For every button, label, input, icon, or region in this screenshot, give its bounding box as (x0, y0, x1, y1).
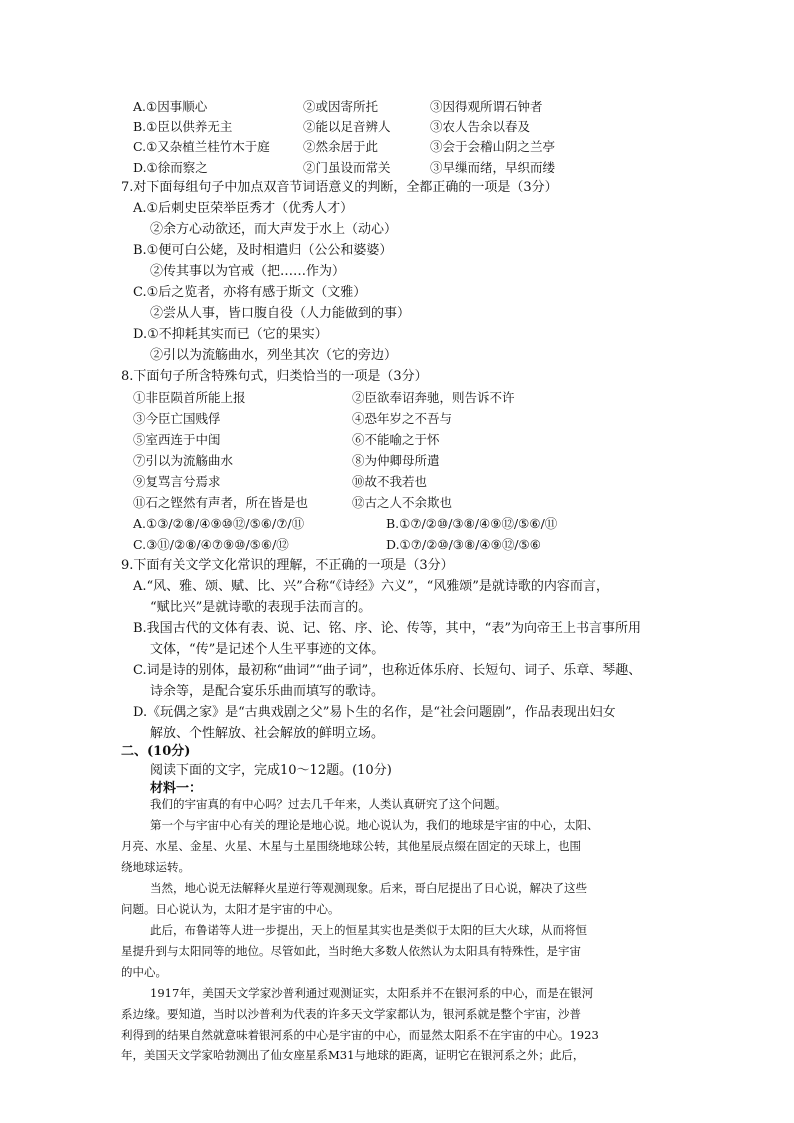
q6-option-a-2: ②或因寄所托 (303, 99, 379, 114)
q8-option-a: A.①③/②⑧/④⑨⑩⑫/⑤⑥/⑦/⑪ (133, 516, 305, 531)
q8-item: ⑤室西连于中闺 (133, 432, 221, 447)
paragraph-line: 利得到的结果自然就意味着银河系的中心是宇宙的中心，而显然太阳系不在宇宙的中心。1923 (121, 1027, 599, 1042)
paragraph-line: 星提升到与太阳同等的地位。尽管如此，当时绝大多数人依然认为太阳具有特殊性，是宇宙 (121, 943, 581, 958)
q6-option-d-2: ②门虽设而常关 (303, 160, 391, 175)
paragraph-line: 的中心。 (121, 964, 167, 979)
q7-line: C.①后之览者，亦将有感于斯文（文雅） (133, 285, 367, 300)
q8-item: ⑪石之铿然有声者，所在皆是也 (133, 495, 309, 510)
section-heading: 二、(10分) (121, 744, 191, 759)
material-paragraph (121, 920, 677, 982)
q7-line: ②引以为流觞曲水，列坐其次（它的旁边） (150, 348, 398, 363)
q8-option-d: D.①⑦/②⑩/③⑧/④⑨⑫/⑤⑥ (386, 537, 541, 552)
q6-option-d-1: D.①徐而察之 (133, 160, 208, 175)
q9-line: A.“风、雅、颂、赋、比、兴”合称“《诗经》六义”，“风雅颂”是就诗歌的内容而言， (133, 579, 609, 594)
q8-item: ⑦引以为流觞曲水 (133, 453, 234, 468)
q7-line: D.①不抑耗其实而已（它的果实） (133, 327, 328, 342)
q9-stem: 9.下面有关文学文化常识的理解，不正确的一项是（3分） (121, 558, 454, 573)
q8-item: ⑩故不我若也 (352, 474, 428, 489)
q8-item: ⑥不能喻之于怀 (352, 432, 440, 447)
q8-stem: 8.下面句子所含特殊句式，归类恰当的一项是（3分） (121, 369, 428, 384)
paragraph-line: 系边缘。要知道，当时以沙普利为代表的许多天文学家都认为，银河系就是整个宇宙，沙普 (121, 1006, 581, 1021)
q6-option-c-2: ②然余居于此 (303, 139, 379, 154)
paragraph-line: 1917年，美国天文学家沙普利通过观测证实，太阳系并不在银河系的中心，而是在银河 (150, 986, 594, 1000)
paragraph-line: 绕地球运转。 (121, 859, 190, 874)
q8-item: ⑫古之人不余欺也 (352, 495, 453, 510)
q6-option-b-3: ③农人告余以春及 (430, 119, 531, 134)
q9-line: 解放、个性解放、社会解放的鲜明立场。 (150, 726, 385, 741)
q7-line: ②传其事以为官戒（把……作为） (150, 264, 346, 279)
paragraph-line: 此后，布鲁诺等人进一步提出，天上的恒星其实也是类似于太阳的巨大火球，从而将恒 (150, 923, 587, 937)
q6-option-b-1: B.①臣以供养无主 (133, 119, 233, 134)
paragraph-line: 当然，地心说无法解释火星逆行等观测现象。后来，哥白尼提出了日心说，解决了这些 (150, 881, 587, 895)
q6-option-c-1: C.①又杂植兰桂竹木于庭 (133, 139, 270, 154)
material-paragraph (121, 794, 677, 815)
q6-option-b-2: ②能以足音辨人 (303, 119, 391, 134)
q7-line: ②余方心动欲还，而大声发于水上（动心） (150, 222, 398, 237)
q9-line: D.《玩偶之家》是“古典戏剧之父”易卜生的名作，是“社会问题剧”，作品表现出妇女 (133, 705, 616, 720)
q8-item: ⑨复骂言兮焉求 (133, 474, 221, 489)
material-paragraph (121, 983, 677, 1066)
q7-line: ②尝从人事，皆口腹自役（人力能做到的事） (150, 306, 411, 321)
material-paragraph (121, 815, 677, 877)
material-paragraph (121, 878, 677, 920)
q6-option-c-3: ③会于会稽山阴之兰亭 (430, 139, 556, 154)
paragraph-line: 月亮、水星、金星、火星、木星与土星围绕地球公转，其他星辰点缀在固定的天球上，也围 (121, 838, 581, 853)
q9-line: C.词是诗的别体，最初称“曲词”“曲子词”，也称近体乐府、长短句、词子、乐章、琴趣、 (133, 663, 642, 678)
q8-option-c: C.③⑪/②⑧/④⑦⑨⑩/⑤⑥/⑫ (133, 537, 289, 552)
q9-line: “赋比兴”是就诗歌的表现手法而言的。 (150, 600, 372, 615)
q8-item: ①非臣陨首所能上报 (133, 390, 246, 405)
q7-line: A.①后刺史臣荣举臣秀才（优秀人才） (133, 201, 354, 216)
q7-line: B.①便可白公姥，及时相遣归（公公和婆婆） (133, 243, 393, 258)
q6-option-a-1: A.①因事顺心 (133, 99, 208, 114)
q6-option-a-3: ③因得观所谓石钟者 (430, 99, 543, 114)
section-instruction: 阅读下面的文字，完成10～12题。(10分) (150, 763, 392, 778)
paragraph-line: 我们的宇宙真的有中心吗？过去几千年来，人类认真研究了这个问题。 (150, 797, 507, 811)
q8-option-b: B.①⑦/②⑩/③⑧/④⑨⑫/⑤⑥/⑪ (386, 516, 558, 531)
paragraph-line: 问题。日心说认为，太阳才是宇宙的中心。 (121, 901, 340, 916)
material-label: 材料一： (150, 781, 203, 796)
q8-item: ③今臣亡国贱俘 (133, 411, 221, 426)
q8-item: ⑧为仲卿母所遣 (352, 453, 440, 468)
q8-item: ④恐年岁之不吾与 (352, 411, 453, 426)
q7-stem: 7.对下面每组句子中加点双音节词语意义的判断，全都正确的一项是（3分） (121, 180, 558, 195)
q9-line: B.我国古代的文体有表、说、记、铭、序、论、传等，其中，“表”为向帝王上书言事所用 (133, 621, 641, 636)
q9-line: 诗余等，是配合宴乐乐曲而填写的歌诗。 (150, 684, 385, 699)
q9-line: 文体，“传”是记述个人生平事迹的文体。 (150, 642, 385, 657)
q6-option-d-3: ③早缫而绪，早织而缕 (430, 160, 556, 175)
paragraph-line: 第一个与宇宙中心有关的理论是地心说。地心说认为，我们的地球是宇宙的中心，太阳、 (150, 818, 599, 832)
paragraph-line: 年，美国天文学家哈勃测出了仙女座星系M31与地球的距离，证明它在银河系之外；此后， (121, 1048, 585, 1063)
q8-item: ②臣欲奉诏奔驰，则告诉不许 (352, 390, 515, 405)
